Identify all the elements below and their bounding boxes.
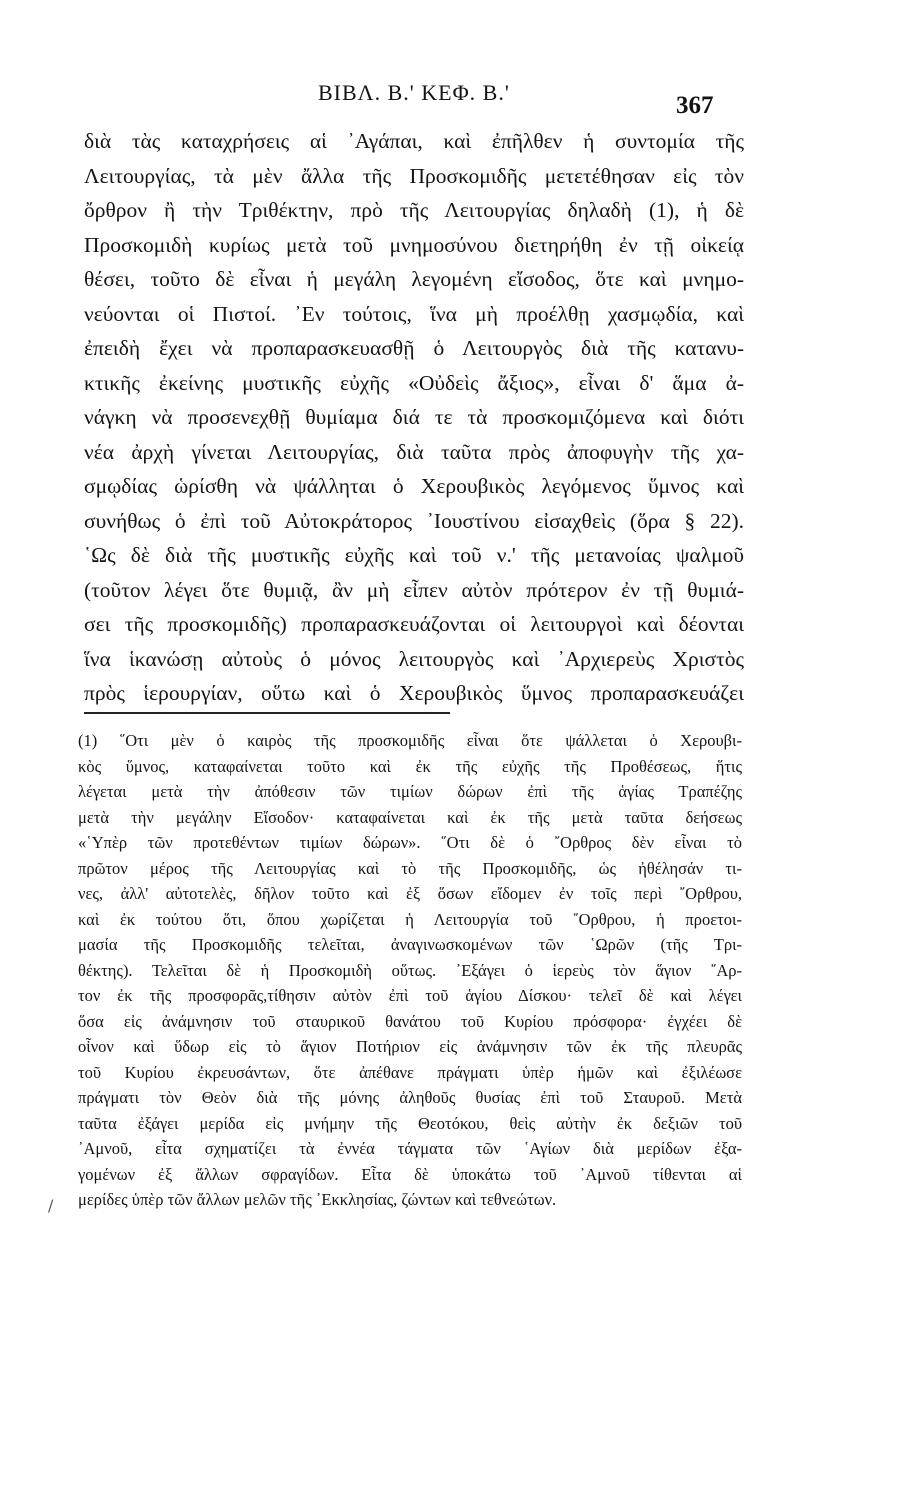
footnote bbox=[78, 728, 742, 1213]
text-line: ῾Ως δὲ διὰ τῆς μυστικῆς εὐχῆς καὶ τοῦ ν.' τῆς μετανοίας ψαλμοῦ bbox=[84, 543, 744, 567]
footnote-line: οἶνον καὶ ὕδωρ εἰς τὸ ἅγιον Ποτήριον εἰς ἀνάμνησιν τῶν ἐκ τῆς πλευρᾶς bbox=[78, 1037, 742, 1056]
footnote-line: νες, ἀλλ' αὐτοτελὲς, δῆλον τοῦτο καὶ ἐξ ὅσων εἴδομεν ἐν τοῖς περὶ ῎Ορθρου, bbox=[78, 884, 742, 903]
text-line: νέα ἀρχὴ γίνεται Λειτουργίας, διὰ ταῦτα πρὸς ἀποφυγὴν τῆς χα- bbox=[84, 439, 744, 464]
margin-mark: / bbox=[48, 1196, 54, 1215]
footnote-line: ταῦτα ἐξάγει μερίδα εἰς μνήμην τῆς Θεοτόκου, θεὶς αὐτὴν ἐκ δεξιῶν τοῦ bbox=[78, 1113, 742, 1133]
text-line: νάγκη νὰ προσενεχθῇ θυμίαμα διά τε τὰ προσκομιζόμενα καὶ διότι bbox=[84, 405, 744, 429]
text-line: νεύονται οἱ Πιστοί. ᾿Εν τούτοις, ἵνα μὴ προέλθῃ χασμῳδία, καὶ bbox=[84, 301, 744, 326]
footnote-line: πράγματι τὸν Θεὸν διὰ τῆς μόνης ἀληθοῦς θυσίας ἐπὶ τοῦ Σταυροῦ. Μετὰ bbox=[78, 1088, 742, 1107]
text-line: ὄρθρον ἢ τὴν Τριθέκτην, πρὸ τῆς Λειτουργίας δηλαδὴ (1), ἡ δὲ bbox=[84, 198, 744, 222]
text-line: (τοῦτον λέγει ὅτε θυμιᾷ, ἂν μὴ εἶπεν αὐτὸν πρότερον ἐν τῇ θυμιά- bbox=[84, 577, 744, 602]
footnote-line: καὶ ἐκ τούτου ὅτι, ὅπου χωρίζεται ἡ Λειτουργία τοῦ ῎Ορθρου, ἡ προετοι- bbox=[78, 909, 742, 929]
footnote-line: κὸς ὕμνος, καταφαίνεται τοῦτο καὶ ἐκ τῆς εὐχῆς τῆς Προθέσεως, ἥτις bbox=[78, 756, 742, 776]
running-title: BIBΛ. Β.' ΚΕΦ. Β.' bbox=[318, 80, 510, 105]
footnote-line: τον ἐκ τῆς προσφορᾶς,τίθησιν αὐτὸν ἐπὶ τοῦ ἁγίου Δίσκου· τελεῖ δὲ καὶ λέγει bbox=[78, 986, 742, 1005]
footnote-line: ᾿Αμνοῦ, εἶτα σχηματίζει τὰ ἐννέα τάγματα τῶν ῾Αγίων διὰ μερίδων ἐξα- bbox=[78, 1139, 742, 1158]
footnote-line: θέκτης). Τελεῖται δὲ ἡ Προσκομιδὴ οὕτως. ᾿Εξάγει ὁ ἱερεὺς τὸν ἅγιον ῎Αρ- bbox=[78, 960, 742, 980]
footnote-line: μετὰ τὴν μεγάλην Εἴσοδον· καταφαίνεται καὶ ἐκ τῆς μετὰ ταῦτα δεήσεως bbox=[78, 807, 742, 827]
main-text bbox=[84, 124, 744, 711]
footnote-line: λέγεται μετὰ τὴν ἀπόθεσιν τῶν τιμίων δώρων ἐπὶ τῆς ἁγίας Τραπέζης bbox=[78, 782, 742, 801]
text-line: διὰ τὰς καταχρήσεις αἱ ᾿Αγάπαι, καὶ ἐπῆλθεν ἡ συντομία τῆς bbox=[84, 129, 744, 153]
footnote-line: γομένων ἐξ ἄλλων σφραγίδων. Εἶτα δὲ ὑποκάτω τοῦ ᾿Αμνοῦ τίθενται αἱ bbox=[78, 1164, 742, 1184]
text-line: Λειτουργίας, τὰ μὲν ἄλλα τῆς Προσκομιδῆς μετετέθησαν εἰς τὸν bbox=[84, 163, 744, 188]
text-line: σμῳδίας ὡρίσθη νὰ ψάλληται ὁ Χερουβικὸς λεγόμενος ὕμνος καὶ bbox=[84, 474, 744, 498]
footnote-line: (1) ῞Οτι μὲν ὁ καιρὸς τῆς προσκομιδῆς εἶναι ὅτε ψάλλεται ὁ Χερουβι- bbox=[78, 731, 742, 750]
text-line: σει τῆς προσκομιδῆς) προπαρασκευάζονται οἱ λειτουργοὶ καὶ δέονται bbox=[84, 612, 744, 636]
page-number: 367 bbox=[676, 92, 714, 119]
footnote-line: τοῦ Κυρίου ἐκρευσάντων, ὅτε ἀπέθανε πράγματι ὑπὲρ ἡμῶν καὶ ἐξιλέωσε bbox=[78, 1062, 742, 1082]
footnote-separator bbox=[84, 712, 450, 714]
text-line: θέσει, τοῦτο δὲ εἶναι ἡ μεγάλη λεγομένη εἴσοδος, ὅτε καὶ μνημο- bbox=[84, 267, 744, 291]
footnote-line: μασία τῆς Προσκομιδῆς τελεῖται, ἀναγινωσκομένων τῶν ῾Ωρῶν (τῆς Τρι- bbox=[78, 935, 742, 954]
footnote-line: πρῶτον μέρος τῆς Λειτουργίας καὶ τὸ τῆς Προσκομιδῆς, ὡς ἠθέλησάν τι- bbox=[78, 858, 742, 878]
text-line: συνήθως ὁ ἐπὶ τοῦ Αὐτοκράτορος ᾿Ιουστίνου εἰσαχθεὶς (ὅρα § 22). bbox=[84, 508, 744, 533]
text-line: κτικῆς ἐκείνης μυστικῆς εὐχῆς «Οὐδεὶς ἄξιος», εἶναι δ' ἅμα ἀ- bbox=[84, 370, 744, 395]
footnote-line: «῾Υπὲρ τῶν προτεθέντων τιμίων δώρων». ῞Οτι δὲ ὁ ῎Ορθρος δὲν εἶναι τὸ bbox=[78, 833, 742, 852]
text-line: ἵνα ἱκανώσῃ αὐτοὺς ὁ μόνος λειτουργὸς καὶ ᾿Αρχιερεὺς Χριστὸς bbox=[84, 646, 744, 671]
text-line: Προσκομιδὴ κυρίως μετὰ τοῦ μνημοσύνου διετηρήθη ἐν τῇ οἰκείᾳ bbox=[84, 232, 744, 257]
footnote-line: μερίδες ὑπὲρ τῶν ἄλλων μελῶν τῆς ᾿Εκκλησίας, ζώντων καὶ τεθνεώτων. bbox=[78, 1190, 557, 1209]
text-line: ἐπειδὴ ἔχει νὰ προπαρασκευασθῇ ὁ Λειτουργὸς διὰ τῆς κατανυ- bbox=[84, 336, 744, 360]
footnote-line: ὅσα εἰς ἀνάμνησιν τοῦ σταυρικοῦ θανάτου τοῦ Κυρίου πρόσφορα· ἐγχέει δὲ bbox=[78, 1011, 742, 1031]
text-line: πρὸς ἱερουργίαν, οὕτω καὶ ὁ Χερουβικὸς ὕμνος προπαρασκευάζει bbox=[84, 681, 744, 705]
